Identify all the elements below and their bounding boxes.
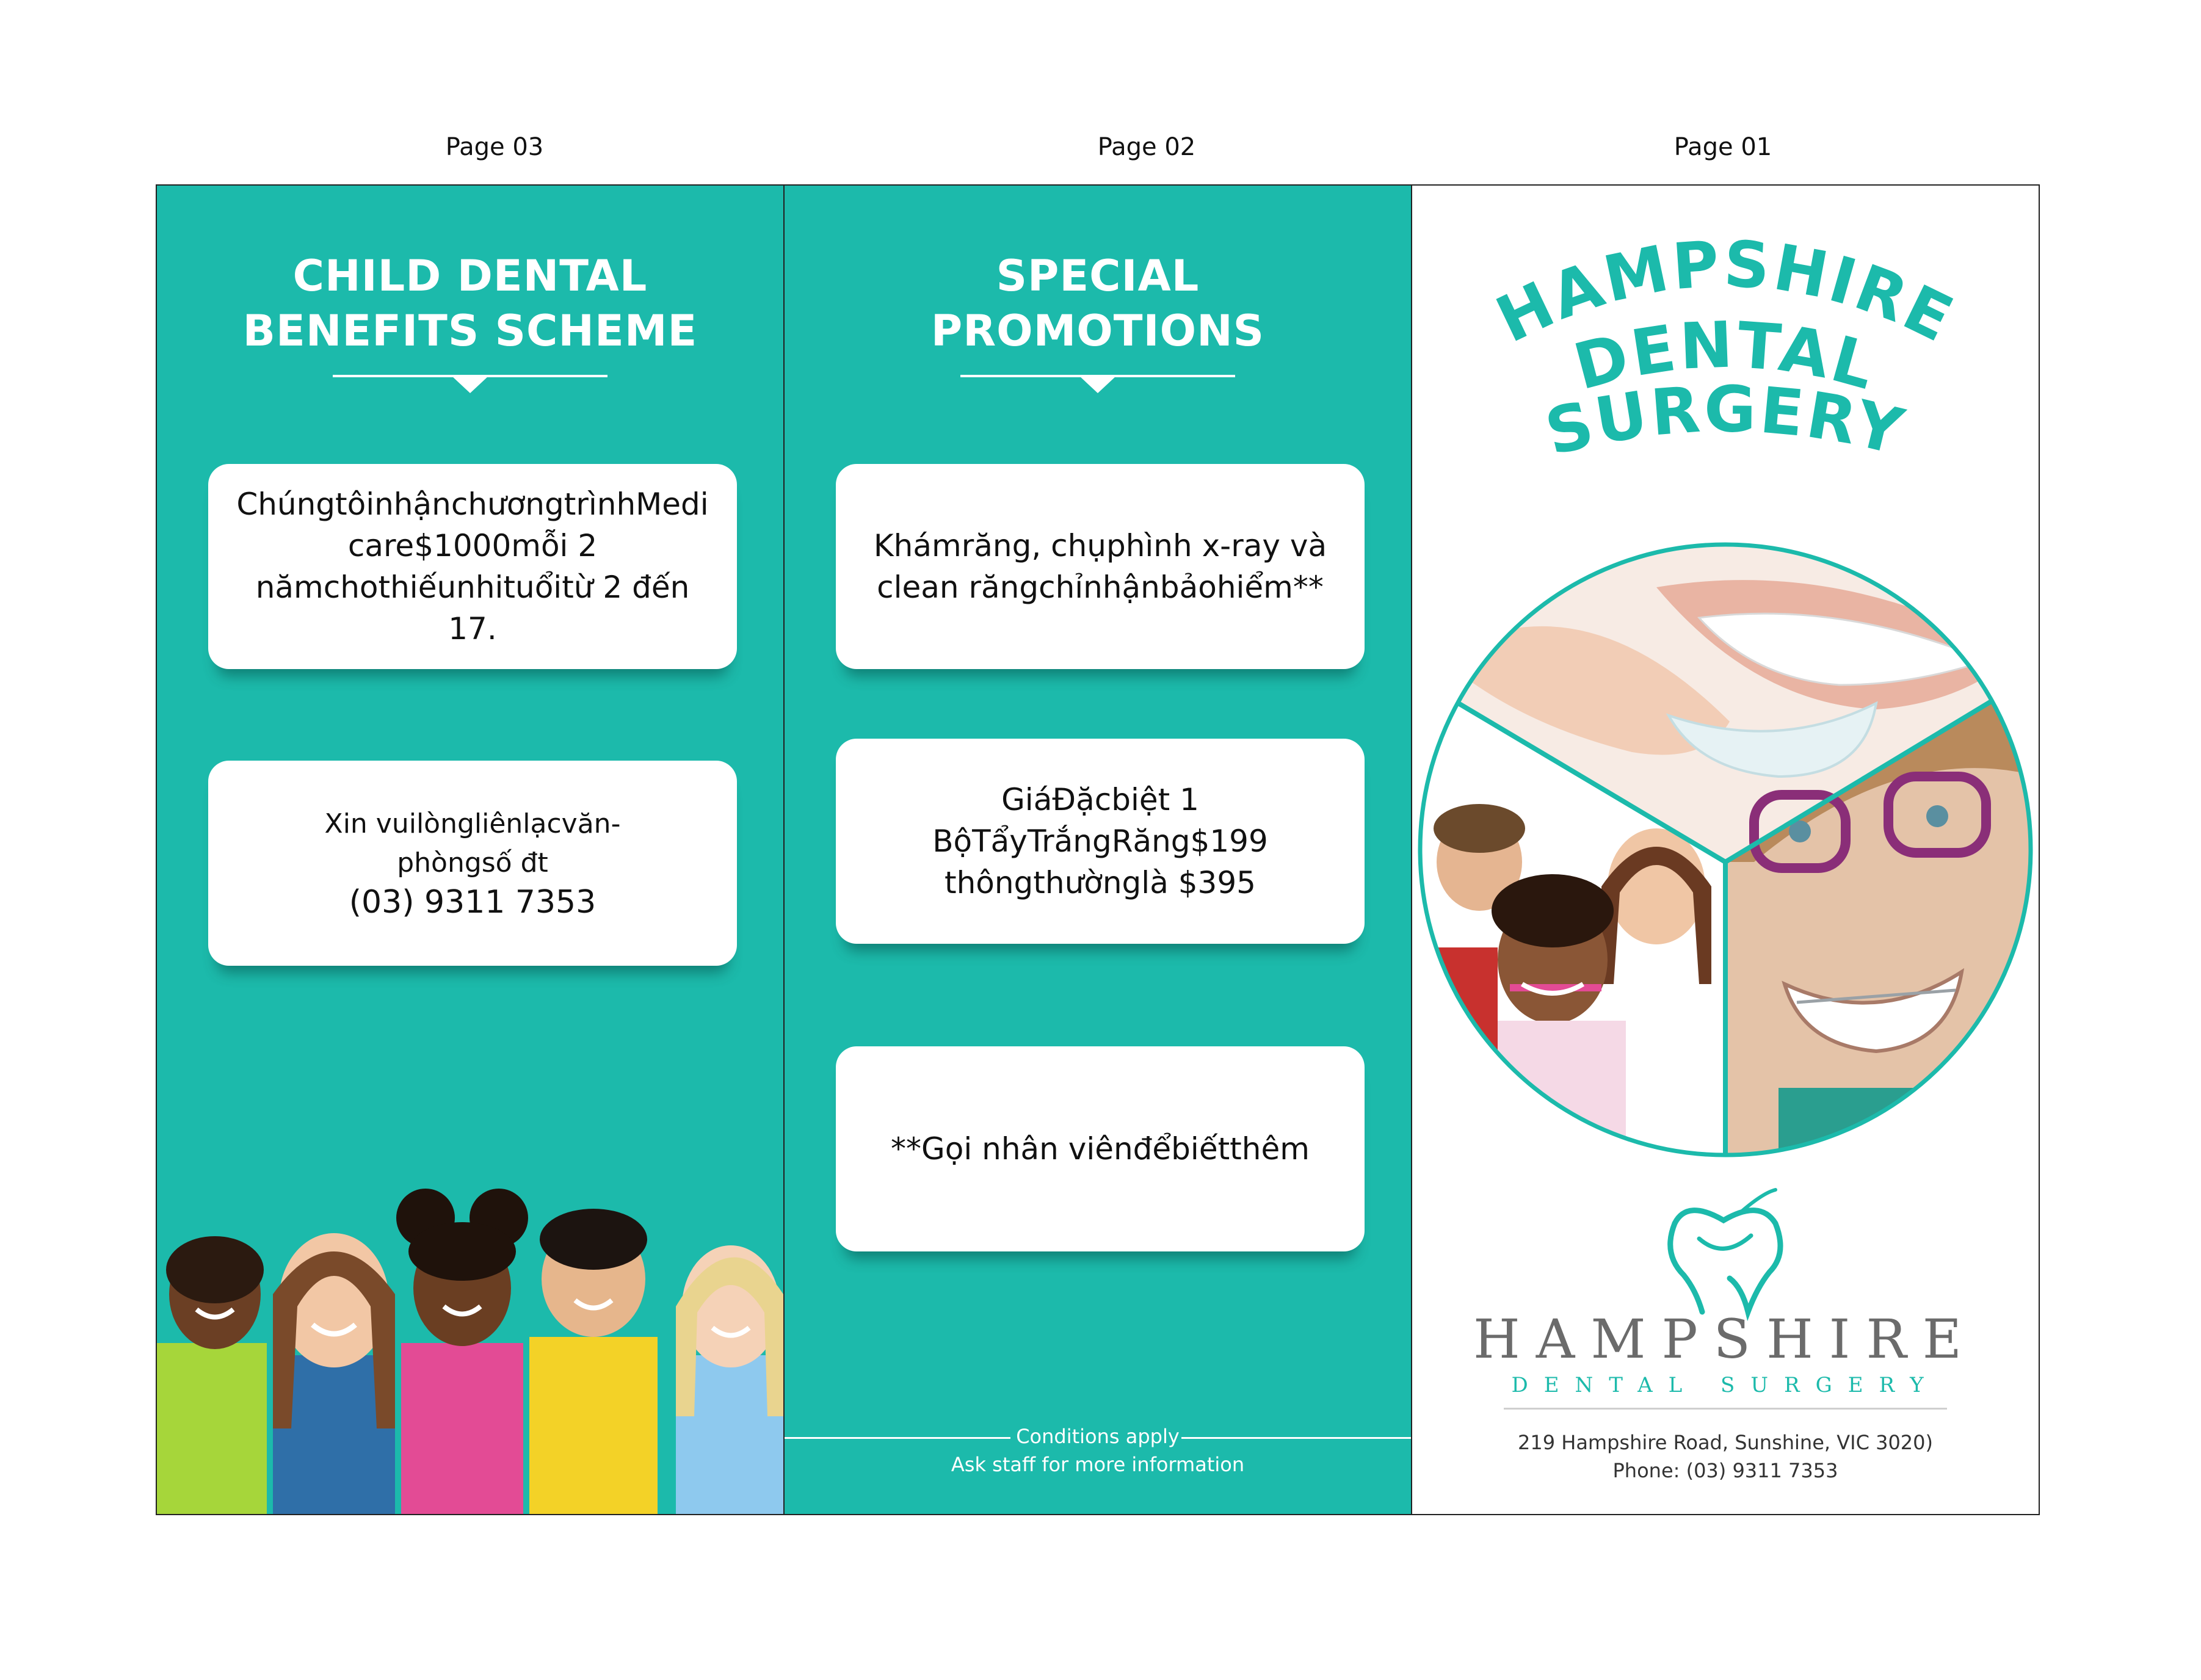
- panel-child-dental-benefits: [156, 184, 785, 1515]
- title-line: DENTAL: [1566, 307, 1885, 405]
- promo-card-checkup: [836, 464, 1365, 669]
- title-line: HAMPSHIRE: [1485, 226, 1966, 358]
- card-line: nămchothiếunhituổitừ 2 đến 17.: [255, 570, 690, 646]
- heading-line: PROMOTIONS: [930, 306, 1265, 356]
- heading-line: BENEFITS SCHEME: [242, 306, 698, 356]
- heading-arrow-icon: [1079, 376, 1116, 393]
- logo-divider: [1504, 1408, 1947, 1410]
- panel-heading: [785, 248, 1411, 358]
- card-line: Xin vuilòngliênlạcvăn-: [324, 808, 621, 839]
- logo-name: HAMPSHIRE: [1473, 1308, 1978, 1370]
- panel-special-promotions: [783, 184, 1412, 1515]
- card-line: GiáĐặcbiệt 1: [1001, 782, 1199, 817]
- card-line: Khámrăng, chụphình x-ray và: [873, 528, 1327, 563]
- card-line: clean răngchỉnhậnbảohiểm**: [877, 570, 1324, 605]
- card-line: ChúngtôinhậnchươngtrìnhMedi: [236, 487, 709, 522]
- card-line: **Gọi nhân viênđểbiếtthêm: [891, 1131, 1310, 1167]
- ask-staff-text: Ask staff for more information: [951, 1453, 1245, 1476]
- title-line: SURGERY: [1538, 372, 1913, 470]
- logo-subtitle: DENTAL SURGERY: [1511, 1373, 1940, 1397]
- card-line: thôngthườnglà $395: [944, 865, 1256, 900]
- card-line: phòngsố đt: [397, 847, 548, 878]
- address-text: 219 Hampshire Road, Sunshine, VIC 3020): [1518, 1431, 1933, 1454]
- page-label-03: Page 03: [445, 133, 544, 161]
- svg-text:SURGERY: [1539, 372, 1912, 470]
- card-line: BộTẩyTrắngRăng$199: [932, 824, 1268, 859]
- conditions-text: Conditions apply: [1016, 1425, 1180, 1448]
- page-label-02: Page 02: [1097, 133, 1196, 161]
- tooth-logo-icon: [1650, 1187, 1797, 1321]
- panel-cover: [1411, 184, 2040, 1515]
- smile-photo-collage: [1412, 520, 2039, 1192]
- heading-line: SPECIAL: [996, 251, 1200, 301]
- heading-line: CHILD DENTAL: [292, 251, 648, 301]
- heading-arrow-icon: [452, 376, 488, 393]
- page-label-01: Page 01: [1673, 133, 1772, 161]
- info-card-contact: [208, 761, 737, 966]
- card-line: care$1000mỗi 2: [347, 528, 598, 563]
- phone-text: Phone: (03) 9311 7353: [1612, 1459, 1838, 1482]
- card-phone: (03) 9311 7353: [349, 884, 596, 921]
- children-smiling-photo: [157, 1172, 783, 1514]
- brand-title: [1412, 186, 2039, 527]
- promo-card-whitening: [836, 739, 1365, 944]
- panel-heading: [157, 248, 783, 358]
- promo-card-call-staff: [836, 1046, 1365, 1251]
- info-card-medicare: [208, 464, 737, 669]
